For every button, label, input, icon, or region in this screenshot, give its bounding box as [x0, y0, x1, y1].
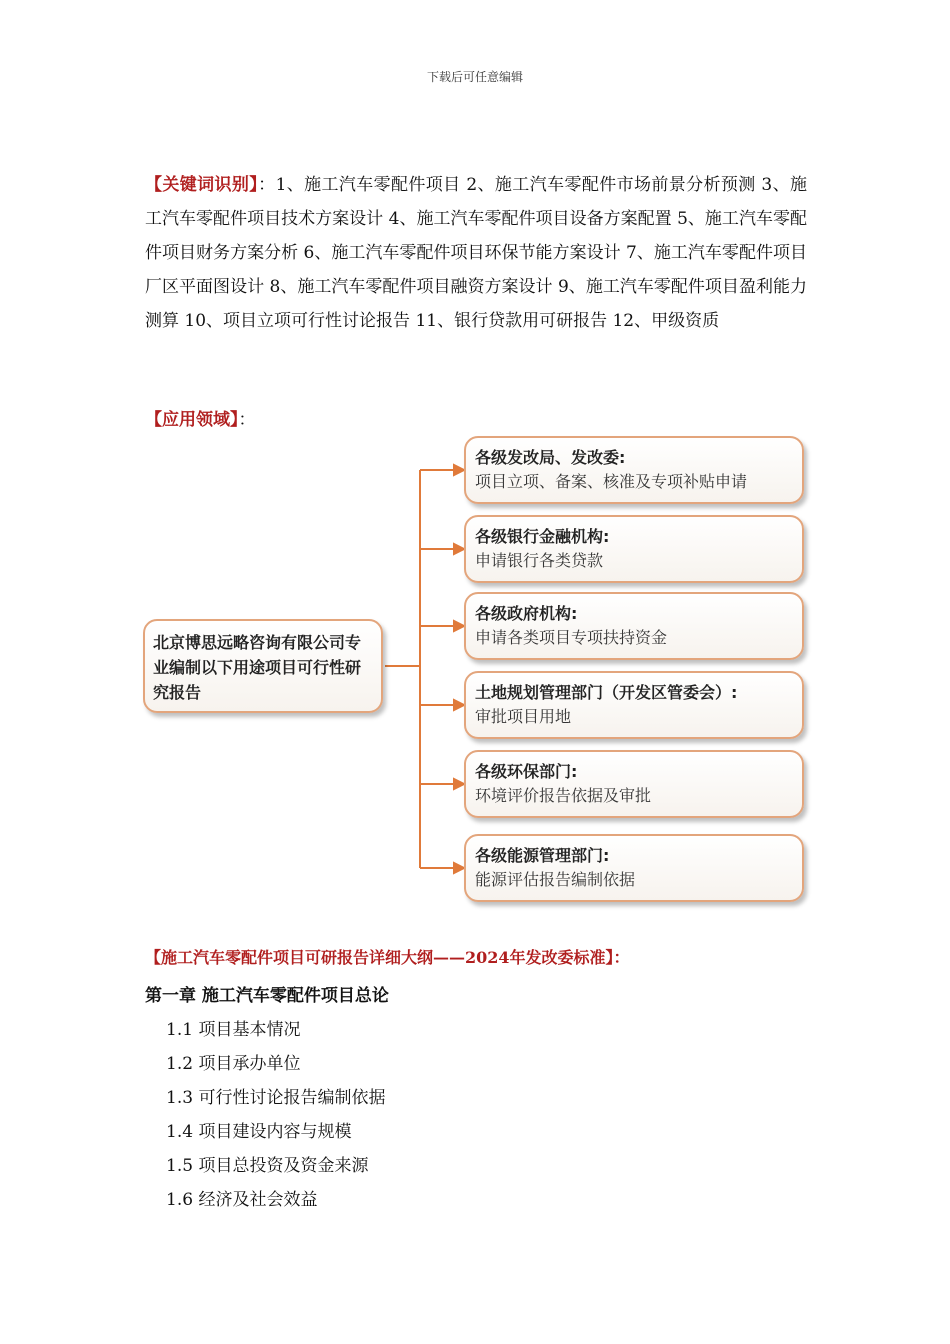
branch-node-ndrc	[464, 436, 804, 504]
branch-title: 各级环保部门:	[475, 762, 578, 781]
keywords-label: 【关键词识别】	[145, 175, 259, 195]
branch-arrows	[420, 465, 464, 873]
branch-node-environment	[464, 750, 804, 818]
root-node	[143, 619, 383, 713]
outline-item: 1.5 项目总投资及资金来源	[166, 1156, 369, 1176]
outline-item: 1.6 经济及社会效益	[166, 1190, 318, 1210]
application-label: 【应用领域】	[145, 410, 239, 430]
outline-item: 1.1 项目基本情况	[166, 1020, 301, 1040]
branch-desc: 申请各类项目专项扶持资金	[475, 628, 668, 647]
keywords-paragraph	[145, 168, 807, 338]
outline-item: 1.4 项目建设内容与规模	[166, 1122, 352, 1142]
root-node-text: 北京博思远略咨询有限公司专业编制以下用途项目可行性研究报告	[153, 633, 362, 702]
keywords-text: 1、施工汽车零配件项目 2、施工汽车零配件市场前景分析预测 3、施工汽车零配件项目技术方案设计 4、施工汽车零配件项目设备方案配置 5、施工汽车零配件项目财务方案分析 6、施工汽车零配件项目环保节能方案设计 7、施工汽车零配件项目厂区平面图设计 8、施工汽车零配件项目融资方案设计 9、施工汽车零配件项目盈利能力测算 10、项目立项可行性讨论报告 11、银行贷款用可研报告 12、甲级资质	[145, 175, 808, 331]
branch-desc: 环境评价报告依据及审批	[475, 786, 652, 805]
branch-title: 各级银行金融机构:	[475, 527, 610, 546]
header-note: 下载后可任意编辑	[426, 70, 523, 84]
branch-node-energy	[464, 834, 804, 902]
outline-item: 1.3 可行性讨论报告编制依据	[166, 1088, 386, 1108]
branch-title: 各级发改局、发改委:	[475, 448, 626, 467]
branch-title: 各级政府机构:	[475, 604, 578, 623]
branch-title: 各级能源管理部门:	[475, 846, 610, 865]
branch-title: 土地规划管理部门（开发区管委会）:	[475, 683, 738, 702]
branch-desc: 申请银行各类贷款	[475, 551, 604, 570]
application-colon: ：	[238, 410, 256, 430]
branch-node-government	[464, 592, 804, 660]
outline-title: 【施工汽车零配件项目可研报告详细大纲——2024年发改委标准】：	[145, 948, 630, 967]
chapter-heading: 第一章 施工汽车零配件项目总论	[145, 986, 389, 1006]
outline-list	[166, 1013, 666, 1217]
branch-node-banks	[464, 515, 804, 583]
branch-desc: 项目立项、备案、核准及专项补贴申请	[475, 472, 748, 491]
keywords-colon: ：	[258, 175, 276, 195]
outline-item: 1.2 项目承办单位	[166, 1054, 301, 1074]
branch-desc: 能源评估报告编制依据	[475, 870, 636, 889]
branch-desc: 审批项目用地	[475, 707, 572, 726]
branch-node-land	[464, 671, 804, 739]
